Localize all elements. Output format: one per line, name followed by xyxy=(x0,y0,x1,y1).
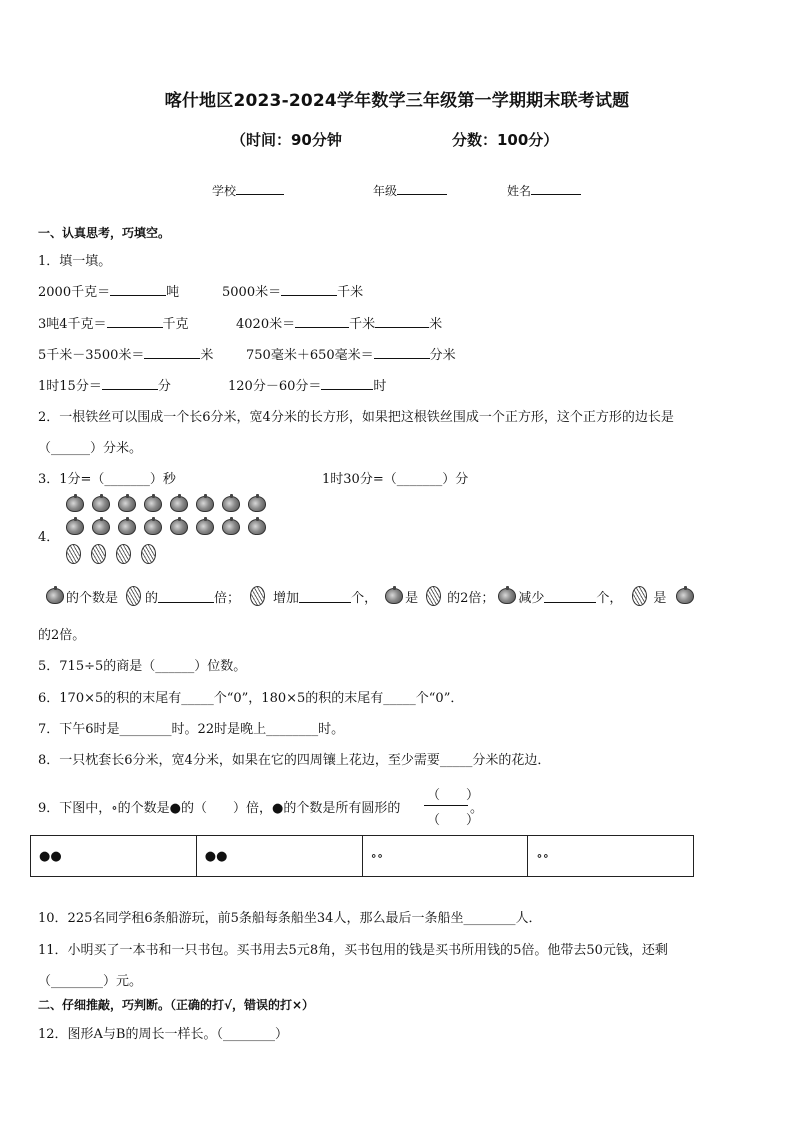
garlic-icon xyxy=(248,519,266,535)
garlic-row-1 xyxy=(66,496,266,512)
garlic-icon xyxy=(170,519,188,535)
score-label: 分数：100分） xyxy=(452,131,559,149)
garlic-icon xyxy=(498,588,516,604)
q1-row3-a: 5千米－3500米＝ 米 xyxy=(38,344,213,363)
time-label: （时间：90分钟 xyxy=(231,131,342,149)
garlic-icon xyxy=(196,519,214,535)
cabbage-icon xyxy=(141,544,156,564)
q12: 12．图形A与B的周长一样长。（________） xyxy=(38,1027,288,1042)
q1-row3-b: 750毫米＋650毫米＝ 分米 xyxy=(246,344,456,363)
name-label: 姓名 xyxy=(507,184,532,198)
section-1-heading: 一、认真思考，巧填空。 xyxy=(38,226,171,240)
garlic-icon xyxy=(118,519,136,535)
fraction-denominator: （ ） xyxy=(427,813,480,828)
q4-line1: 的个数是 的 倍； 增加 个， 是 的2倍； 减少 个， 是 xyxy=(46,586,694,606)
name-blank xyxy=(531,181,581,195)
cabbage-icon xyxy=(426,586,441,606)
garlic-icon xyxy=(170,496,188,512)
cabbage-icon xyxy=(126,586,141,606)
q7: 7．下午6时是________时。22时是晚上________时。 xyxy=(38,722,345,737)
garlic-icon xyxy=(144,519,162,535)
garlic-icon xyxy=(676,588,694,604)
cabbage-icon xyxy=(91,544,106,564)
cabbage-row xyxy=(66,544,156,564)
grade-label: 年级 xyxy=(373,184,398,198)
garlic-icon xyxy=(222,496,240,512)
cabbage-icon xyxy=(632,586,647,606)
garlic-icon xyxy=(66,519,84,535)
q1-row2-a: 3吨4千克＝ 千克 xyxy=(38,313,189,332)
q10: 10．225名同学租6条船游玩，前5条船每条船坐34人，那么最后一条船坐________人． xyxy=(38,911,542,926)
garlic-row-2 xyxy=(66,519,266,535)
dot-cell: ●● xyxy=(196,836,362,877)
garlic-icon xyxy=(92,519,110,535)
garlic-icon xyxy=(222,519,240,535)
garlic-icon xyxy=(385,588,403,604)
q3-a: 3．1分=（_______）秒 xyxy=(38,472,176,487)
garlic-icon xyxy=(46,588,64,604)
school-label: 学校 xyxy=(212,184,237,198)
cabbage-icon xyxy=(116,544,131,564)
q11-line2: （________）元。 xyxy=(38,974,143,989)
q8: 8．一只枕套长6分米，宽4分米，如果在它的四周镶上花边，至少需要_____分米的花边． xyxy=(38,753,551,768)
section-2-heading: 二、仔细推敲，巧判断。（正确的打√，错误的打×） xyxy=(38,998,315,1012)
q9-dot-table xyxy=(30,835,694,877)
school-blank xyxy=(236,181,284,195)
dot-cell: ∘∘ xyxy=(362,836,528,877)
grade-blank xyxy=(397,181,447,195)
grade-field xyxy=(373,181,447,199)
cabbage-icon xyxy=(66,544,81,564)
q1-row1-a: 2000千克＝ 吨 xyxy=(38,281,179,300)
dot-cell: ●● xyxy=(31,836,197,877)
q11-line1: 11．小明买了一本书和一只书包。买书用去5元8角，买书包用的钱是买书所用钱的5倍。他带去50元钱，还剩 xyxy=(38,943,668,958)
q2-line2: （______）分米。 xyxy=(38,441,143,456)
q1-row4-a: 1时15分＝ 分 xyxy=(38,375,171,394)
q9-end: 。 xyxy=(470,801,484,816)
q1-row1-b: 5000米＝ 千米 xyxy=(222,281,363,300)
garlic-icon xyxy=(92,496,110,512)
garlic-icon xyxy=(144,496,162,512)
q3-b: 1时30分=（_______）分 xyxy=(322,472,469,487)
cabbage-icon xyxy=(250,586,265,606)
q9-text: 9．下图中，∘的个数是●的（ ）倍，●的个数是所有圆形的 xyxy=(38,801,401,816)
q5: 5．715÷5的商是（______）位数。 xyxy=(38,659,247,674)
garlic-icon xyxy=(118,496,136,512)
q1-row4-b: 120分－60分＝ 时 xyxy=(228,375,386,394)
q2-line1: 2．一根铁丝可以围成一个长6分米，宽4分米的长方形，如果把这根铁丝围成一个正方形，这个正方形的边长是 xyxy=(38,410,674,425)
fraction-bar xyxy=(424,805,468,806)
q1-row2-b: 4020米＝ 千米 米 xyxy=(236,313,442,332)
page-title: 喀什地区2023-2024学年数学三年级第一学期期末联考试题 xyxy=(164,91,630,111)
garlic-icon xyxy=(196,496,214,512)
garlic-icon xyxy=(66,496,84,512)
garlic-icon xyxy=(248,496,266,512)
q9-fraction xyxy=(424,782,480,828)
q4-line2: 的2倍。 xyxy=(38,628,86,643)
q4-number: 4． xyxy=(38,530,60,545)
name-field xyxy=(507,181,581,199)
dot-cell: ∘∘ xyxy=(528,836,694,877)
q1-heading: 1．填一填。 xyxy=(38,254,112,269)
fraction-numerator: （ ） xyxy=(427,788,480,803)
q6: 6．170×5的积的末尾有_____个“0”，180×5的积的末尾有_____个“0”． xyxy=(38,691,464,706)
school-field xyxy=(212,181,284,199)
